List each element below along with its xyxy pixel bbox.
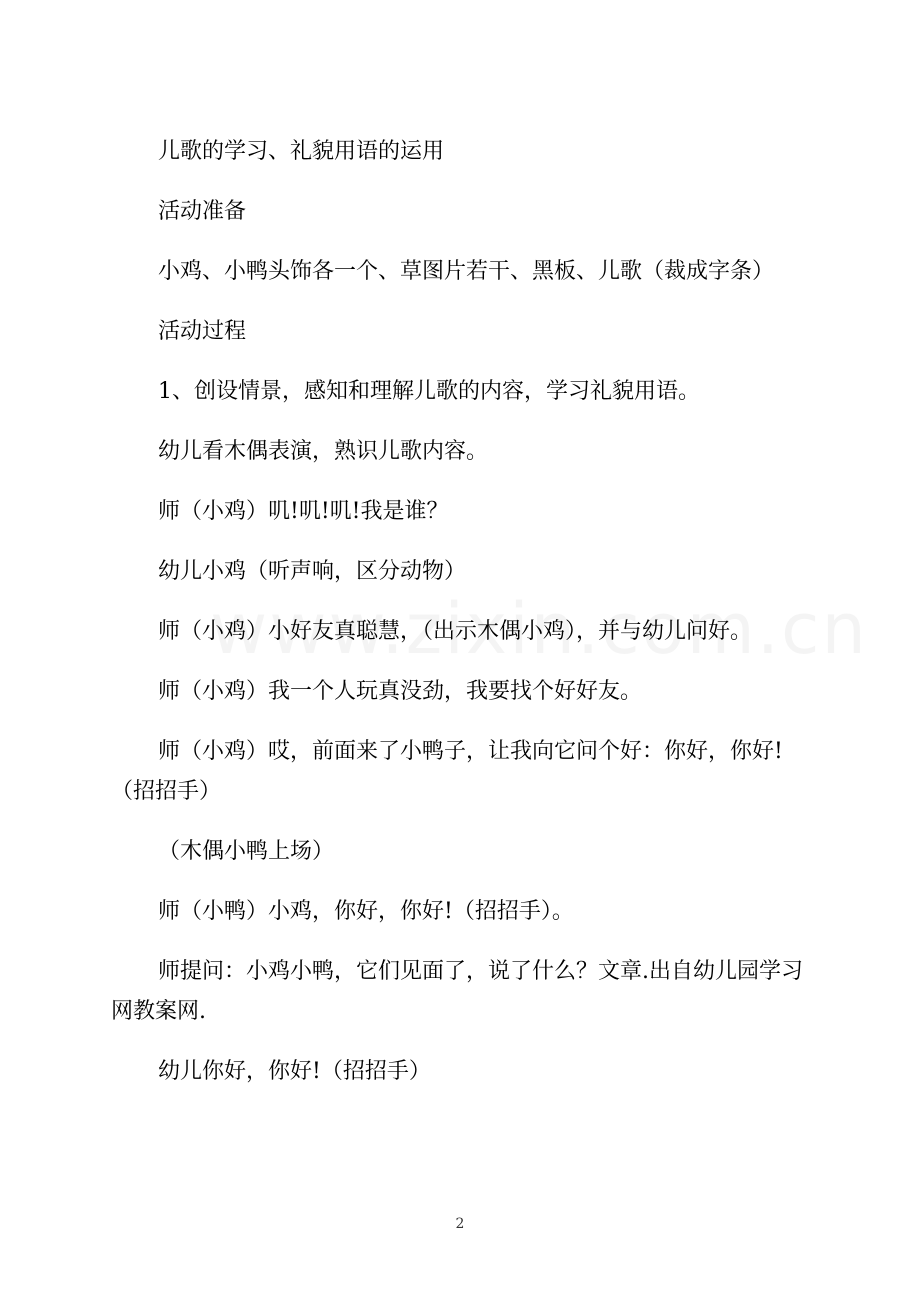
paragraph: 儿歌的学习、礼貌用语的运用 [158,139,445,164]
paragraph: （木偶小鸭上场） [158,839,335,864]
paragraph: 小鸡、小鸭头饰各一个、草图片若干、黑板、儿歌（裁成字条） [158,259,775,284]
section-heading: 活动准备 [158,199,247,224]
paragraph: 师（小鸡）哎，前面来了小鸭子，让我向它问个好：你好，你好!（招招手） [111,739,783,804]
paragraph: 师（小鸭）小鸡，你好，你好!（招招手）。 [158,899,574,924]
document-body [111,132,817,1112]
paragraph: 师（小鸡）小好友真聪慧，（出示木偶小鸡），并与幼儿问好。 [158,619,753,644]
paragraph: 师（小鸡）我一个人玩真没劲，我要找个好好友。 [158,679,643,704]
paragraph: 师（小鸡）叽!叽!叽!我是谁？ [158,499,449,524]
paragraph: 幼儿看木偶表演，熟识儿歌内容。 [158,439,489,464]
section-heading: 活动过程 [158,319,247,344]
paragraph: 1、创设情景，感知和理解儿歌的内容，学习礼貌用语。 [158,379,700,404]
page-number: 2 [455,1216,465,1232]
paragraph: 师提问：小鸡小鸭，它们见面了，说了什么？文章.出自幼儿园学习网教案网. [111,959,803,1024]
paragraph: 幼儿你好，你好!（招招手） [158,1059,431,1084]
paragraph: 幼儿小鸡（听声响，区分动物） [158,559,467,584]
